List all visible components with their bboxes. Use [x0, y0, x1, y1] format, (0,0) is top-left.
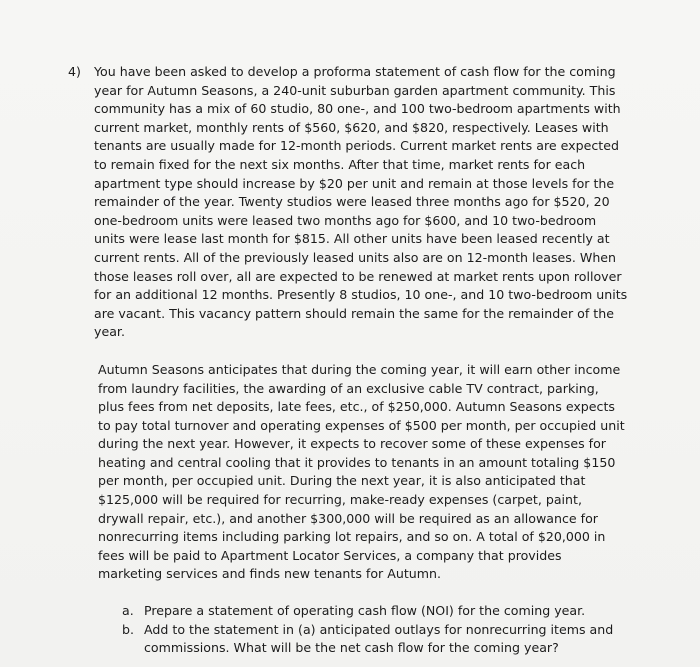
subpart-a — [122, 602, 628, 621]
paragraph-scenario: You have been asked to develop a proforma statement of cash flow for the coming year for Autumn Seasons, a 240-unit suburban garden apartment community. This community has a mix of 60 studio, 80 one-, and 100 two-bedroom apartments with current market, monthly rents of $560, $620, and $820, respectively. Leases with tenants are usually made for 12-month periods. Current market rents are expected to remain fixed for the next six months. After that time, market rents for each apartment type should increase by $20 per unit and remain at those levels for the remainder of the year. Twenty studios were leased three months ago for $520, 20 one-bedroom units were leased two months ago for $600, and 10 two-bedroom units were lease last month for $815. All other units have been leased recently at current rents. All of the previously leased units also are on 12-month leases. When those leases roll over, all are expected to be renewed at market rents upon rollover for an additional 12 months. Presently 8 studios, 10 one-, and 10 two-bedroom units are vacant. This vacancy pattern should remain the same for the remainder of the year. — [94, 64, 628, 340]
paragraph-income-expenses: Autumn Seasons anticipates that during the coming year, it will earn other income from laundry facilities, the awarding of an exclusive cable TV contract, parking, plus fees from net deposits, late fees, etc., of $250,000. Autumn Seasons expects to pay total turnover and operating expenses of $500 per month, per occupied unit during the next year. However, it expects to recover some of these expenses for heating and central cooling that it provides to tenants in an amount totaling $150 per month, per occupied unit. During the next year, it is also anticipated that $125,000 will be required for recurring, make-ready expenses (carpet, paint, drywall repair, etc.), and another $300,000 will be required as an allowance for nonrecurring items including parking lot repairs, and so on. A total of $20,000 in fees will be paid to Apartment Locator Services, a company that provides marketing services and finds new tenants for Autumn. — [98, 361, 625, 582]
subpart-b — [122, 621, 628, 658]
question-number: 4) — [68, 64, 81, 79]
subpart-a-marker: a. — [122, 603, 134, 619]
subpart-list — [122, 602, 628, 658]
question-body — [94, 63, 628, 658]
subpart-b-text: Add to the statement in (a) anticipated outlays for nonrecurring items and commissions. What will be the net cash flow for the coming year? — [144, 621, 614, 656]
question-4 — [68, 63, 628, 658]
subpart-a-text: Prepare a statement of operating cash flow (NOI) for the coming year. — [144, 603, 586, 619]
subpart-b-marker: b. — [122, 621, 134, 637]
